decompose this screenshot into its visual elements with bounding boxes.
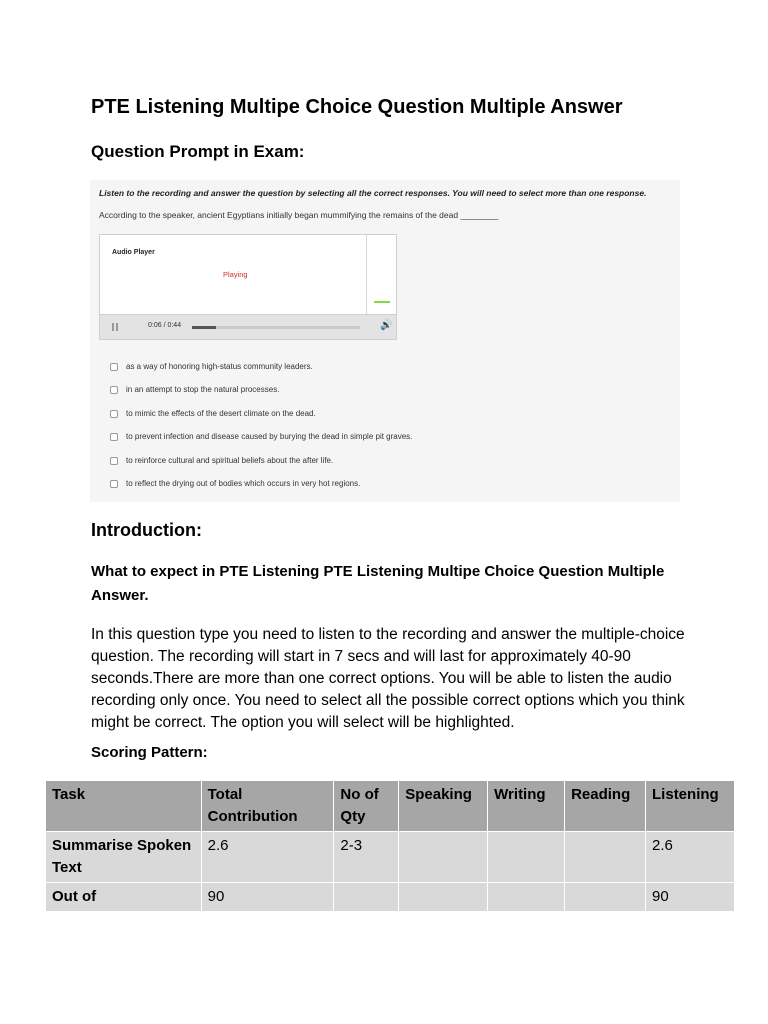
player-control-bar (100, 314, 396, 339)
scoring-heading: Scoring Pattern: (91, 744, 208, 761)
checkbox[interactable] (110, 410, 118, 418)
table-cell (334, 883, 399, 912)
option-1[interactable] (110, 362, 313, 371)
table-cell: Summarise Spoken Text (46, 832, 202, 883)
table-cell: 2.6 (646, 832, 735, 883)
table-cell: 2.6 (201, 832, 334, 883)
table-cell (565, 883, 646, 912)
progress-track[interactable] (192, 326, 360, 329)
option-label: to reinforce cultural and spiritual beliefs about the after life. (126, 456, 334, 465)
table-cell (565, 832, 646, 883)
player-divider (366, 235, 367, 315)
playback-time: 0:06 / 0:44 (148, 322, 182, 329)
header-reading: Reading (565, 781, 646, 832)
volume-icon[interactable]: 🔊 (380, 320, 393, 331)
pause-icon[interactable] (112, 323, 118, 331)
option-label: as a way of honoring high-status community leaders. (126, 362, 313, 371)
header-writing: Writing (488, 781, 565, 832)
progress-fill (192, 326, 216, 329)
option-2[interactable] (110, 385, 279, 394)
exam-instruction: Listen to the recording and answer the question by selecting all the correct responses. You will need to select more than one response. (99, 188, 647, 198)
checkbox[interactable] (110, 386, 118, 394)
option-label: to reflect the drying out of bodies which occurs in very hot regions. (126, 479, 361, 488)
audio-player-status: Playing (223, 270, 248, 279)
option-6[interactable] (110, 479, 360, 488)
checkbox[interactable] (110, 433, 118, 441)
header-task: Task (46, 781, 202, 832)
header-speaking: Speaking (399, 781, 488, 832)
introduction-heading: Introduction: (91, 520, 202, 540)
option-3[interactable] (110, 409, 316, 418)
intro-question: What to expect in PTE Listening PTE Listening Multipe Choice Question Multiple Answer. (91, 563, 665, 604)
table-cell (488, 832, 565, 883)
exam-screenshot (90, 180, 680, 502)
table-cell: 90 (646, 883, 735, 912)
option-label: to prevent infection and disease caused by burying the dead in simple pit graves. (126, 432, 413, 441)
header-no-of-qty: No of Qty (334, 781, 399, 832)
header-listening: Listening (646, 781, 735, 832)
header-total-contribution: Total Contribution (201, 781, 334, 832)
document-title: PTE Listening Multipe Choice Question Multiple Answer (91, 96, 623, 118)
option-4[interactable] (110, 432, 412, 441)
checkbox[interactable] (110, 457, 118, 465)
intro-body: In this question type you need to listen to the recording and answer the multiple-choice question. The recording will start in 7 secs and will last for approximately 40-90 seconds.There are more than one correct options. You will be able to listen the audio recording only once. You need to select all the possible correct options which you think might be correct. The option you will select will be highlighted. (91, 626, 685, 731)
exam-question: According to the speaker, ancient Egyptians initially began mummifying the remains of the dead ________ (99, 210, 499, 220)
checkbox[interactable] (110, 363, 118, 371)
table-cell: Out of (46, 883, 202, 912)
checkbox[interactable] (110, 480, 118, 488)
option-5[interactable] (110, 456, 333, 465)
table-cell (399, 883, 488, 912)
scoring-table (45, 780, 735, 912)
table-row (46, 832, 735, 883)
option-label: in an attempt to stop the natural processes. (126, 385, 280, 394)
prompt-heading: Question Prompt in Exam: (91, 142, 305, 161)
table-cell (399, 832, 488, 883)
table-header-row (46, 781, 735, 832)
table-cell: 90 (201, 883, 334, 912)
option-label: to mimic the effects of the desert climate on the dead. (126, 409, 316, 418)
table-cell (488, 883, 565, 912)
table-cell: 2-3 (334, 832, 399, 883)
audio-player (99, 234, 397, 340)
table-row (46, 883, 735, 912)
audio-player-title: Audio Player (112, 249, 155, 256)
audio-level-indicator (374, 301, 390, 303)
